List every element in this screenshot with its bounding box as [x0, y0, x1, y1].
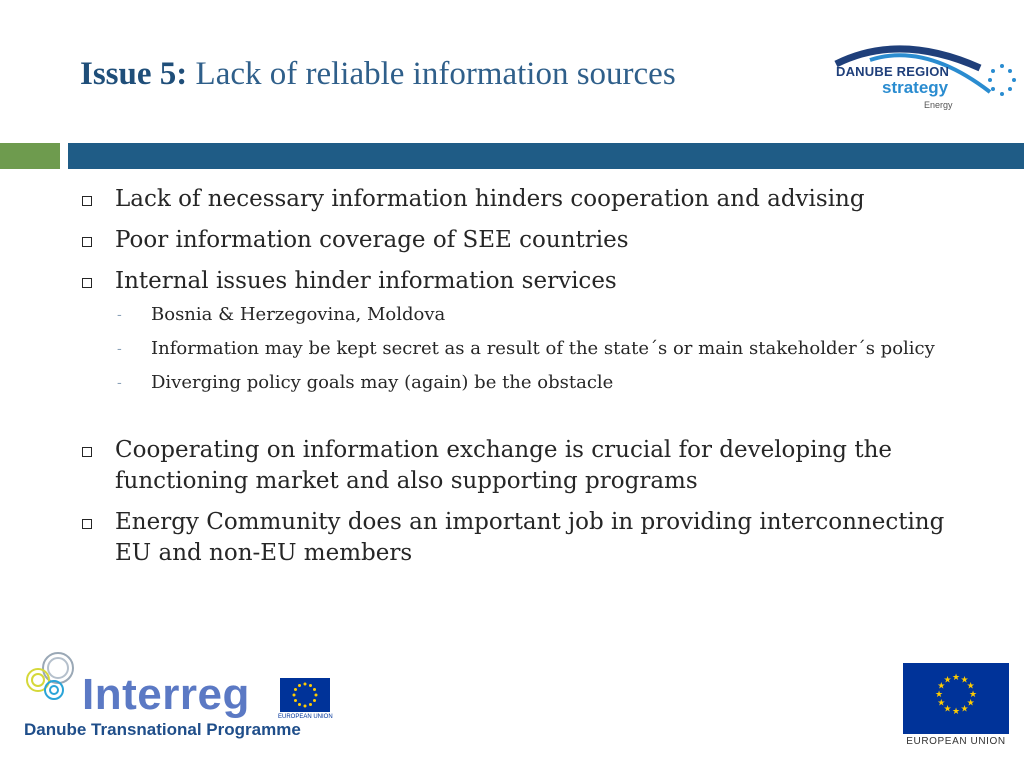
header-bar-blue — [68, 143, 1024, 169]
bullet-text: Internal issues hinder information services — [115, 268, 617, 294]
sub-bullet-list — [115, 303, 980, 395]
slide-title — [80, 56, 676, 93]
svg-text:★: ★ — [966, 681, 975, 692]
bullet-list — [80, 184, 980, 579]
sub-bullet-item — [115, 371, 980, 395]
interreg-wordmark: Interreg — [82, 670, 250, 719]
dash-bullet-icon: - — [117, 375, 122, 391]
svg-text:★: ★ — [968, 690, 978, 700]
bullet-text: Lack of necessary information hinders cooperation and advising — [115, 186, 865, 212]
svg-text:★: ★ — [960, 675, 969, 686]
svg-text:★: ★ — [937, 698, 946, 709]
star-circle-icon — [988, 64, 1016, 96]
danube-region-name: DANUBE REGION — [836, 64, 950, 79]
danube-region-strategy-logo — [830, 38, 1020, 118]
svg-text:★: ★ — [951, 707, 961, 717]
bullet-text: Poor information coverage of SEE countries — [115, 227, 629, 253]
dash-bullet-icon: - — [117, 341, 122, 357]
bullet-item — [80, 435, 980, 497]
sub-bullet-item — [115, 337, 980, 361]
bullet-item — [80, 507, 980, 569]
interreg-programme: Danube Transnational Programme — [24, 720, 301, 739]
svg-text:★: ★ — [951, 673, 961, 683]
dash-bullet-icon: - — [117, 307, 122, 323]
bullet-item — [80, 225, 980, 256]
interreg-logo — [22, 650, 342, 745]
danube-region-strategy: strategy — [882, 78, 949, 97]
sub-bullet-text: Bosnia & Herzegovina, Moldova — [151, 304, 446, 325]
sub-bullet-text: Information may be kept secret as a result of the state´s or main stakeholder´s policy — [151, 338, 935, 359]
interreg-swirl-icon — [22, 650, 82, 716]
header-bar-green — [0, 143, 60, 169]
svg-text:★: ★ — [943, 704, 952, 715]
bullet-text: Cooperating on information exchange is crucial for developing the functioning market and also supporting programs — [115, 437, 892, 494]
square-bullet-icon — [82, 237, 92, 247]
eu-logo — [901, 663, 1011, 753]
title-lead: Issue 5: — [80, 56, 188, 92]
sub-bullet-item — [115, 303, 980, 327]
bullet-text: Energy Community does an important job in providing interconnecting EU and non-EU members — [115, 509, 945, 566]
svg-text:★: ★ — [960, 704, 969, 715]
svg-text:★: ★ — [937, 681, 946, 692]
svg-text:★: ★ — [943, 675, 952, 686]
eu-flag-icon — [903, 663, 1009, 734]
square-bullet-icon — [82, 447, 92, 457]
bullet-item — [80, 266, 980, 395]
title-rest: Lack of reliable information sources — [195, 56, 676, 92]
sub-bullet-text: Diverging policy goals may (again) be the obstacle — [151, 372, 614, 393]
eu-flag-small-icon — [280, 678, 330, 712]
danube-region-energy: Energy — [924, 100, 953, 110]
bullet-item — [80, 184, 980, 215]
square-bullet-icon — [82, 278, 92, 288]
interreg-eu-label: EUROPEAN UNION — [278, 714, 333, 720]
square-bullet-icon — [82, 519, 92, 529]
svg-text:★: ★ — [966, 698, 975, 709]
svg-text:★: ★ — [934, 690, 944, 700]
eu-label: EUROPEAN UNION — [906, 736, 1006, 747]
square-bullet-icon — [82, 196, 92, 206]
